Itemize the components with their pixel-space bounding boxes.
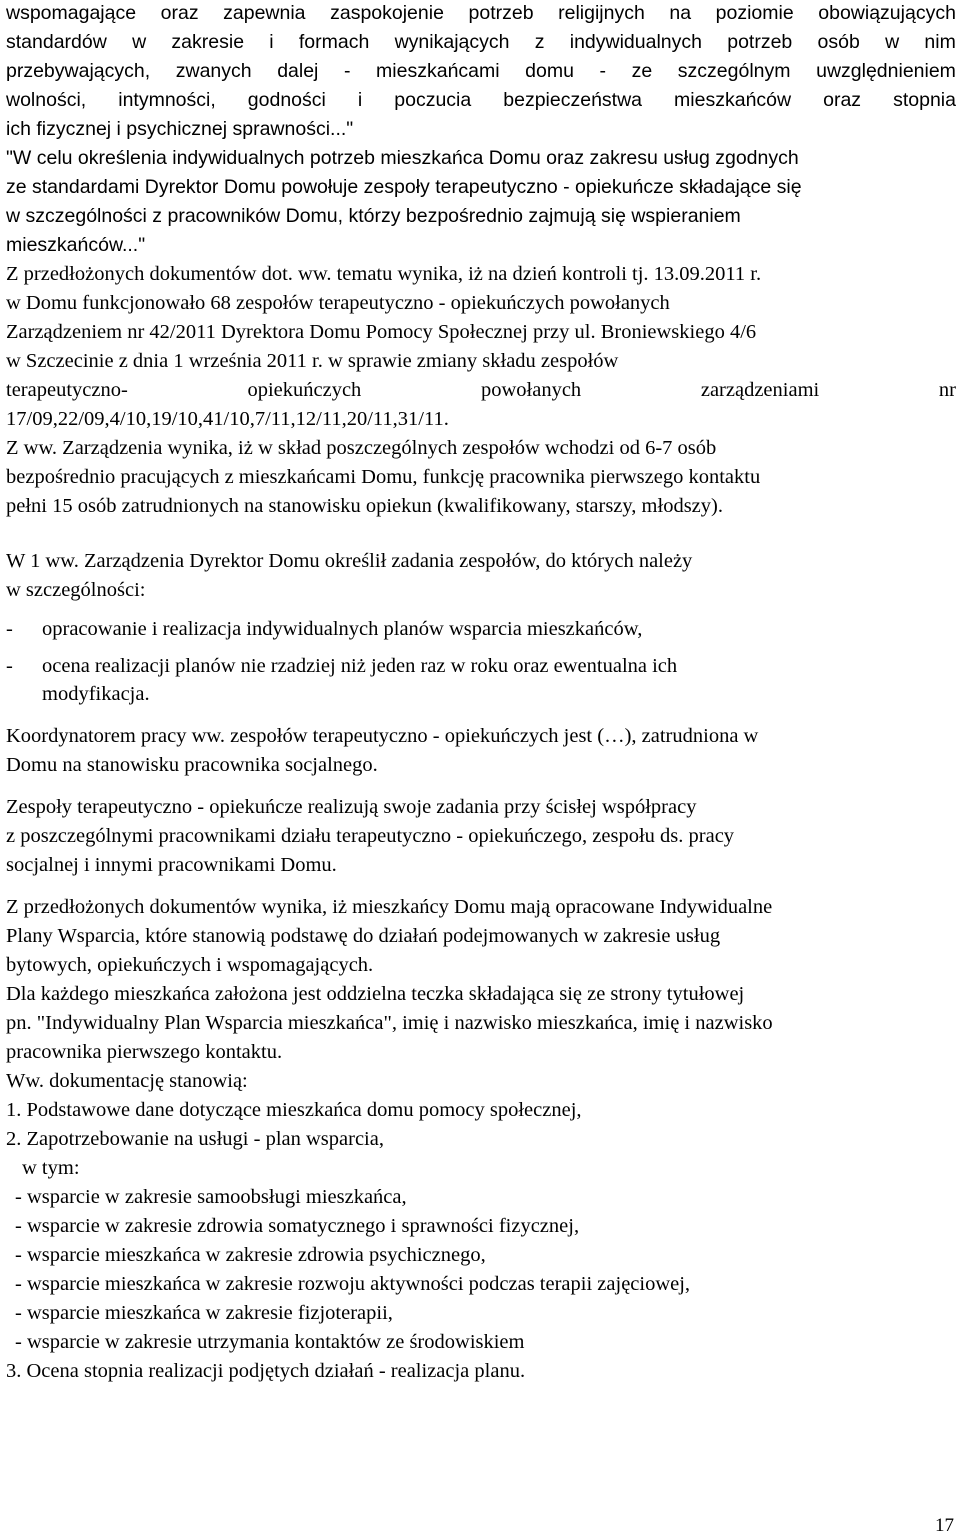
word: obowiązujących bbox=[818, 2, 956, 24]
word: bezpieczeństwa bbox=[503, 89, 643, 111]
word: potrzeb bbox=[727, 31, 793, 53]
text-line: Dla każdego mieszkańca założona jest oddzielna teczka składająca się ze strony tytułowej bbox=[6, 983, 745, 1005]
word: godności bbox=[247, 89, 326, 111]
word: w bbox=[132, 31, 147, 53]
word: intymności, bbox=[118, 89, 216, 111]
text-line: ich fizycznej i psychicznej sprawności..." bbox=[6, 118, 354, 140]
word: zakresie bbox=[171, 31, 245, 53]
word: - bbox=[599, 60, 607, 82]
word: terapeutyczno- bbox=[6, 379, 128, 401]
list-item: - wsparcie w zakresie samoobsługi mieszkańca, bbox=[15, 1186, 407, 1208]
word: opiekuńczych bbox=[247, 379, 362, 401]
list-item: - wsparcie mieszkańca w zakresie zdrowia psychicznego, bbox=[15, 1244, 486, 1266]
text-line: Plany Wsparcia, które stanowią podstawę do działań podejmowanych w zakresie usług bbox=[6, 925, 721, 947]
text-line: Z przedłożonych dokumentów dot. ww. tematu wynika, iż na dzień kontroli tj. 13.09.2011 r. bbox=[6, 263, 762, 285]
list-item: 2. Zapotrzebowanie na usługi - plan wsparcia, bbox=[6, 1128, 384, 1150]
word: standardów bbox=[6, 31, 107, 53]
word: potrzeb bbox=[468, 2, 534, 24]
word: wspomagające bbox=[6, 2, 137, 24]
word: formach bbox=[298, 31, 370, 53]
text-line: bezpośrednio pracujących z mieszkańcami Domu, funkcję pracownika pierwszego kontaktu bbox=[6, 466, 761, 488]
word: - bbox=[343, 60, 351, 82]
word: mieszkańcami bbox=[376, 60, 500, 82]
word: uwzględnieniem bbox=[816, 60, 956, 82]
text-line bbox=[6, 87, 956, 113]
text-line: w szczególności: bbox=[6, 579, 146, 601]
word: wynikających bbox=[394, 31, 510, 53]
text-line bbox=[6, 58, 956, 84]
word: nr bbox=[938, 379, 956, 401]
word: poczucia bbox=[394, 89, 472, 111]
text-line: mieszkańców..." bbox=[6, 234, 146, 256]
text-line: pn. "Indywidualny Plan Wsparcia mieszkańca", imię i nazwisko mieszkańca, imię i nazwisko bbox=[6, 1012, 773, 1034]
text-line bbox=[6, 0, 956, 26]
word: nim bbox=[924, 31, 956, 53]
word: ze bbox=[631, 60, 653, 82]
text-line: pełni 15 osób zatrudnionych na stanowisku opiekun (kwalifikowany, starszy, młodszy). bbox=[6, 495, 723, 517]
word: w bbox=[885, 31, 900, 53]
word: zwanych bbox=[175, 60, 252, 82]
text-line: 17/09,22/09,4/10,19/10,41/10,7/11,12/11,20/11,31/11. bbox=[6, 408, 449, 430]
text-line: pracownika pierwszego kontaktu. bbox=[6, 1041, 283, 1063]
word: na bbox=[669, 2, 692, 24]
word: przebywających, bbox=[6, 60, 151, 82]
word: religijnych bbox=[558, 2, 645, 24]
text-line: w tym: bbox=[22, 1157, 80, 1179]
word: i bbox=[357, 89, 363, 111]
text-line: w szczególności z pracowników Domu, którzy bezpośrednio zajmują się wspieraniem bbox=[6, 205, 741, 227]
word: dalej bbox=[277, 60, 319, 82]
word: domu bbox=[525, 60, 574, 82]
list-item: - wsparcie mieszkańca w zakresie rozwoju aktywności podczas terapii zajęciowej, bbox=[15, 1273, 691, 1295]
list-item: - wsparcie w zakresie zdrowia somatycznego i sprawności fizycznej, bbox=[15, 1215, 580, 1237]
text-line: Zespoły terapeutyczno - opiekuńcze realizują swoje zadania przy ścisłej współpracy bbox=[6, 796, 697, 818]
text-line: Ww. dokumentację stanowią: bbox=[6, 1070, 248, 1092]
text-line: Domu na stanowisku pracownika socjalnego. bbox=[6, 754, 378, 776]
text-line bbox=[6, 29, 956, 55]
word: wolności, bbox=[6, 89, 87, 111]
text-line: W 1 ww. Zarządzenia Dyrektor Domu określił zadania zespołów, do których należy bbox=[6, 550, 693, 572]
text-line: "W celu określenia indywidualnych potrzeb mieszkańca Domu oraz zakresu usług zgodnych bbox=[6, 147, 799, 169]
text-line: Koordynatorem pracy ww. zespołów terapeutyczno - opiekuńczych jest (…), zatrudniona w bbox=[6, 725, 759, 747]
word: mieszkańców bbox=[674, 89, 792, 111]
word: oraz bbox=[823, 89, 862, 111]
word: osób bbox=[817, 31, 860, 53]
word: poziomie bbox=[715, 2, 794, 24]
text-line: w Szczecinie z dnia 1 września 2011 r. w sprawie zmiany składu zespołów bbox=[6, 350, 619, 372]
word: indywidualnych bbox=[569, 31, 702, 53]
word: oraz bbox=[160, 2, 199, 24]
word: szczególnym bbox=[677, 60, 791, 82]
word: z bbox=[534, 31, 545, 53]
list-item: - wsparcie w zakresie utrzymania kontaktów ze środowiskiem bbox=[15, 1331, 525, 1353]
word: stopnia bbox=[893, 89, 956, 111]
bullet-dash: - bbox=[6, 618, 13, 640]
word: zaspokojenie bbox=[330, 2, 444, 24]
page-number: 17 bbox=[935, 1515, 954, 1536]
list-item: - wsparcie mieszkańca w zakresie fizjoterapii, bbox=[15, 1302, 393, 1324]
text-line: Z ww. Zarządzenia wynika, iż w skład poszczególnych zespołów wchodzi od 6-7 osób bbox=[6, 437, 717, 459]
text-line: ze standardami Dyrektor Domu powołuje zespoły terapeutyczno - opiekuńcze składające się bbox=[6, 176, 802, 198]
word: zapewnia bbox=[223, 2, 306, 24]
list-item: ocena realizacji planów nie rzadziej niż jeden raz w roku oraz ewentualna ich bbox=[42, 655, 678, 677]
text-line: socjalnej i innymi pracownikami Domu. bbox=[6, 854, 337, 876]
text-line: bytowych, opiekuńczych i wspomagających. bbox=[6, 954, 374, 976]
text-line: z poszczególnymi pracownikami działu terapeutyczno - opiekuńczego, zespołu ds. pracy bbox=[6, 825, 735, 847]
word: i bbox=[269, 31, 274, 53]
bullet-dash: - bbox=[6, 655, 13, 677]
list-item: opracowanie i realizacja indywidualnych planów wsparcia mieszkańców, bbox=[42, 618, 643, 640]
word: powołanych bbox=[480, 379, 582, 401]
text-line: Z przedłożonych dokumentów wynika, iż mieszkańcy Domu mają opracowane Indywidualne bbox=[6, 896, 773, 918]
word: zarządzeniami bbox=[700, 379, 820, 401]
list-item: 3. Ocena stopnia realizacji podjętych działań - realizacja planu. bbox=[6, 1360, 526, 1382]
text-line: w Domu funkcjonowało 68 zespołów terapeutyczno - opiekuńczych powołanych bbox=[6, 292, 670, 314]
text-line-justified bbox=[6, 377, 956, 403]
list-item: modyfikacja. bbox=[42, 683, 150, 705]
text-line: Zarządzeniem nr 42/2011 Dyrektora Domu Pomocy Społecznej przy ul. Broniewskiego 4/6 bbox=[6, 321, 757, 343]
list-item: 1. Podstawowe dane dotyczące mieszkańca domu pomocy społecznej, bbox=[6, 1099, 582, 1121]
